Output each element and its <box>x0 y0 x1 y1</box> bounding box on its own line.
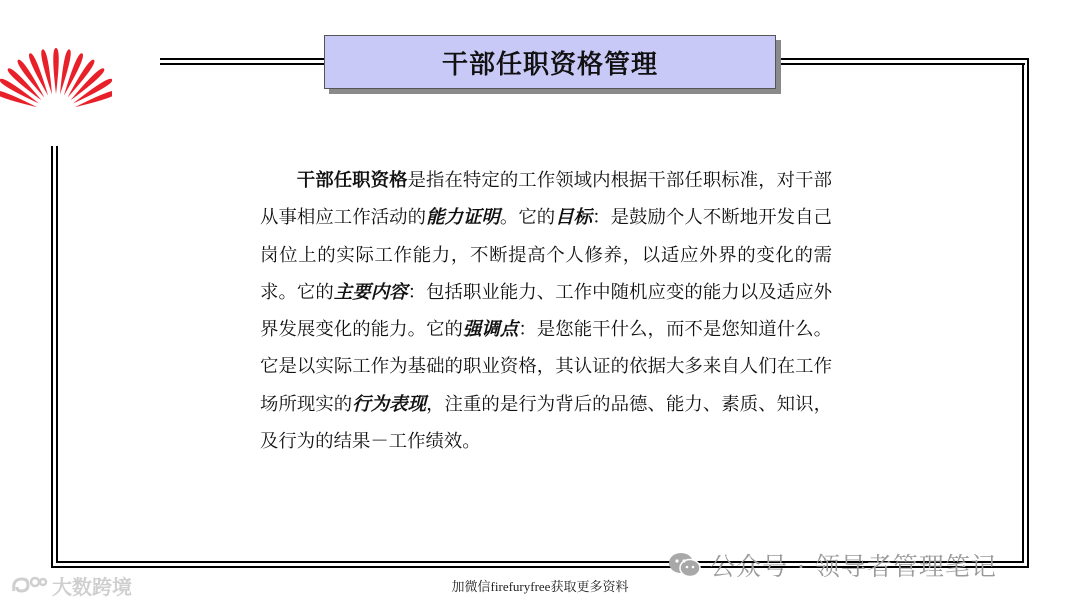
term-bold: 干部任职资格 <box>296 170 408 191</box>
paragraph-text: ：是您能干什么，而不是您知道什么。它是以实际工作为基础的职业资格，其认证的依据大多来自人们在工作场所现实的 <box>260 319 832 415</box>
watermark-left-text: 大数跨境 <box>52 574 132 599</box>
watermark-right-text: 公众号 · 领导者管理笔记 <box>710 552 997 581</box>
logo-petal <box>41 49 52 94</box>
paragraph-text: ，注重的是行为背后的品德、能力、素质、知识，及行为的结果－工作绩效。 <box>260 393 832 453</box>
paragraph-text: 。它的 <box>499 207 556 229</box>
watermark-brand <box>8 570 132 600</box>
logo-petal <box>60 49 71 94</box>
paragraph-text: ：包括职业能力、工作中随机应变的能力以及适应外界发展变化的能力。它的 <box>260 281 832 341</box>
wechat-icon <box>668 551 702 579</box>
emphasis-term: 行为表现 <box>352 393 427 415</box>
paragraph-text: 是指在特定的工作领域内根据干部任职标准，对干部从事相应工作活动的 <box>260 170 832 229</box>
emphasis-term: 能力证明 <box>426 207 500 229</box>
emphasis-term: 主要内容 <box>333 281 408 303</box>
definition-paragraph <box>260 162 832 460</box>
page-title: 干部任职资格管理 <box>324 35 776 89</box>
footer-note: 加微信firefuryfree获取更多资料 <box>451 579 629 594</box>
emphasis-term: 强调点 <box>462 319 519 341</box>
logo-petal <box>53 48 59 94</box>
watermark-logo-icon <box>8 573 48 597</box>
company-logo-icon <box>0 44 112 116</box>
emphasis-term: 目标 <box>555 207 593 229</box>
paragraph-text: ：是鼓励个人不断地开发自己岗位上的实际工作能力，不断提高个人修养，以适应外界的变化的需求。它的 <box>260 207 832 303</box>
